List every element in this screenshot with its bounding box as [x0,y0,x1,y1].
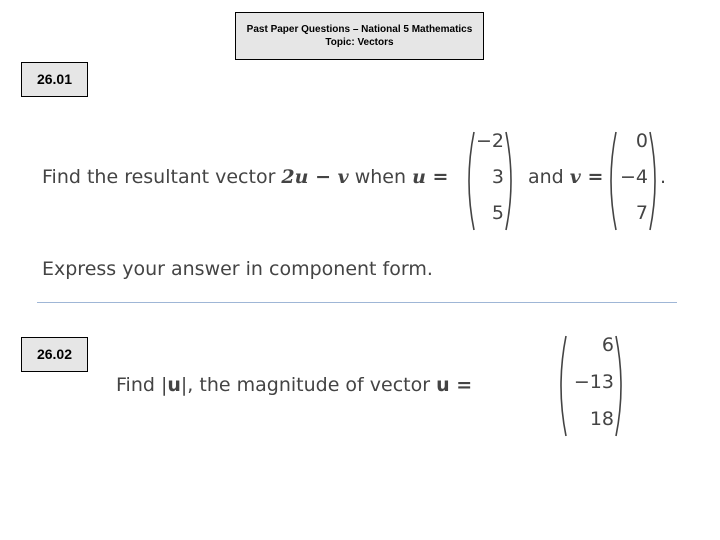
q1-and-text: and [528,166,564,188]
q1-v-y: −4 [619,166,648,188]
q2-u-z: 18 [589,408,614,430]
q2-u-y: −13 [573,371,614,393]
q2-u-x: 6 [601,334,614,356]
q2-text-b: |, the magnitude of vector [180,374,437,396]
q1-instruction: Express your answer in component form. [42,258,433,280]
section-divider [37,302,677,303]
q1-text-a: Find the resultant vector [42,166,282,188]
q1-vector-v [606,128,662,234]
header-topic: Topic: Vectors [325,37,394,48]
header-title: Past Paper Questions – National 5 Mathematics [246,24,473,35]
q1-u-y: 3 [491,166,504,188]
q2-u-symbol: u [167,374,181,396]
q1-and-line [528,166,603,188]
q2-prompt-line [116,374,472,396]
q1-u-z: 5 [491,202,504,224]
question-number-26-02: 26.02 [21,337,88,372]
q1-v-z: 7 [635,202,648,224]
q2-text-a: Find | [116,374,168,396]
question-number-26-01: 26.01 [21,62,88,97]
q2-vector-u [554,332,628,440]
q1-end-period: . [660,166,667,188]
q1-text-b: when [348,166,413,188]
q1-u-x: −2 [475,130,504,152]
q1-prompt-line [42,166,448,188]
q1-vector-u [462,128,518,234]
q1-v-x: 0 [635,130,648,152]
worksheet-header [235,12,484,60]
q1-u-label: u = [412,166,449,188]
q2-u-label: u = [436,374,473,396]
q1-v-label: v = [569,166,604,188]
q1-expression: 2u − v [281,166,349,188]
